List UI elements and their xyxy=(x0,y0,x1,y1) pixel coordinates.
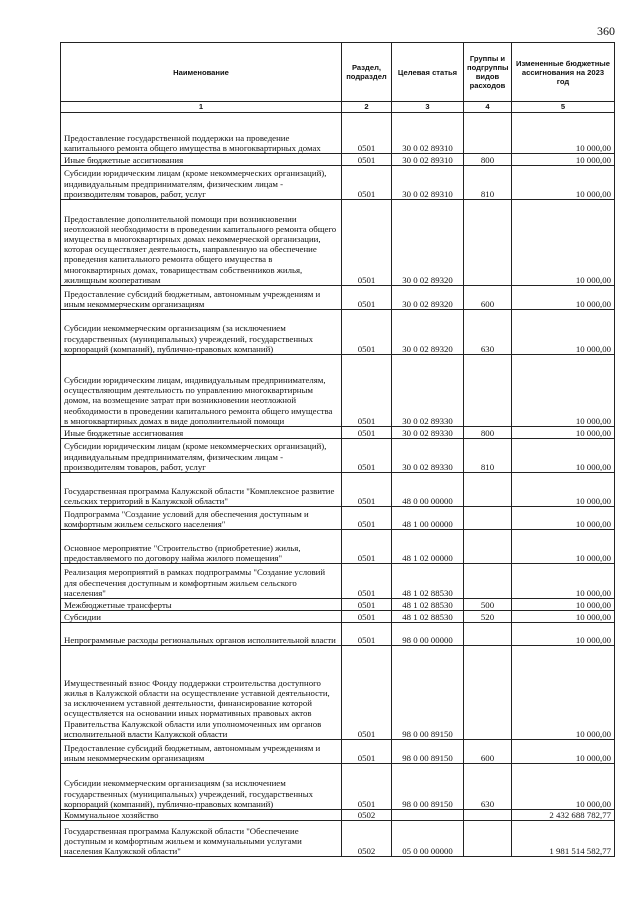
table-row xyxy=(61,355,615,427)
row-target: 30 0 02 89330 xyxy=(392,427,464,439)
row-name: Непрограммные расходы региональных органов исполнительной власти xyxy=(61,623,342,646)
row-name: Иные бюджетные ассигнования xyxy=(61,427,342,439)
row-amount: 10 000,00 xyxy=(512,427,615,439)
row-name: Предоставление государственной поддержки на проведение капитального ремонта общего имущества в многоквартирных домах xyxy=(61,113,342,154)
row-group xyxy=(464,113,512,154)
table-row xyxy=(61,740,615,764)
row-section: 0501 xyxy=(342,427,392,439)
row-section: 0501 xyxy=(342,286,392,310)
row-target: 05 0 00 00000 xyxy=(392,821,464,857)
column-number: 1 xyxy=(61,102,342,113)
row-target xyxy=(392,810,464,821)
row-group xyxy=(464,530,512,564)
header-section: Раздел, подраздел xyxy=(342,43,392,102)
table-row xyxy=(61,507,615,530)
row-group xyxy=(464,623,512,646)
row-name: Предоставление субсидий бюджетным, автономным учреждениям и иным некоммерческим организациям xyxy=(61,740,342,764)
header-name: Наименование xyxy=(61,43,342,102)
row-name: Подпрограмма "Создание условий для обеспечения доступным и комфортным жильем сельского населения" xyxy=(61,507,342,530)
row-name: Предоставление субсидий бюджетным, автономным учреждениям и иным некоммерческим организациям xyxy=(61,286,342,310)
column-number: 3 xyxy=(392,102,464,113)
table-row xyxy=(61,623,615,646)
row-name: Государственная программа Калужской области "Обеспечение доступным и комфортным жильем и коммунальными услугами населения Калужской области" xyxy=(61,821,342,857)
table-row xyxy=(61,200,615,286)
row-amount: 10 000,00 xyxy=(512,310,615,355)
row-target: 98 0 00 89150 xyxy=(392,764,464,810)
row-amount: 10 000,00 xyxy=(512,286,615,310)
table-row xyxy=(61,810,615,821)
row-amount: 10 000,00 xyxy=(512,166,615,200)
row-section: 0501 xyxy=(342,507,392,530)
row-group: 800 xyxy=(464,427,512,439)
table-row xyxy=(61,564,615,599)
row-target: 30 0 02 89320 xyxy=(392,310,464,355)
row-name: Имущественный взнос Фонду поддержки строительства доступного жилья в Калужской области на осуществление уставной деятельности, за исключением уставной деятельности, финансирование которой осуществляется на основании иных нормативных правовых актов Правительства Калужской области или уполномоченных им органов исполнительной власти Калужской области xyxy=(61,646,342,740)
row-section: 0501 xyxy=(342,166,392,200)
row-section: 0501 xyxy=(342,599,392,611)
row-name: Предоставление дополнительной помощи при возникновении неотложной необходимости в проведении капитального ремонта общего имущества в многоквартирных домах некоммерческой организации, которая осуществляет деятельность, направленную на обеспечение проведения капитального ремонта общего имущества в многоквартирных домах, товариществам собственников жилья, жилищным кооперативам xyxy=(61,200,342,286)
row-group: 800 xyxy=(464,154,512,166)
column-number: 2 xyxy=(342,102,392,113)
row-section: 0502 xyxy=(342,821,392,857)
row-group xyxy=(464,507,512,530)
row-group xyxy=(464,646,512,740)
row-section: 0501 xyxy=(342,623,392,646)
row-section: 0501 xyxy=(342,310,392,355)
row-amount: 10 000,00 xyxy=(512,439,615,473)
row-amount: 2 432 688 782,77 xyxy=(512,810,615,821)
row-amount: 10 000,00 xyxy=(512,530,615,564)
table-row xyxy=(61,286,615,310)
row-group xyxy=(464,821,512,857)
row-name: Иные бюджетные ассигнования xyxy=(61,154,342,166)
row-name: Субсидии некоммерческим организациям (за исключением государственных (муниципальных) учреждений, государственных корпораций (компаний), публично-правовых компаний) xyxy=(61,310,342,355)
table-row xyxy=(61,439,615,473)
table-row xyxy=(61,611,615,623)
row-section: 0501 xyxy=(342,611,392,623)
row-target: 48 1 02 88530 xyxy=(392,599,464,611)
row-name: Межбюджетные трансферты xyxy=(61,599,342,611)
row-amount: 10 000,00 xyxy=(512,740,615,764)
row-target: 30 0 02 89320 xyxy=(392,200,464,286)
header-target: Целевая статья xyxy=(392,43,464,102)
table-row xyxy=(61,473,615,507)
row-section: 0501 xyxy=(342,530,392,564)
table-row xyxy=(61,166,615,200)
row-name: Субсидии некоммерческим организациям (за исключением государственных (муниципальных) учреждений, государственных корпораций (компаний), публично-правовых компаний) xyxy=(61,764,342,810)
row-target: 48 1 00 00000 xyxy=(392,507,464,530)
table-row xyxy=(61,310,615,355)
row-amount: 10 000,00 xyxy=(512,646,615,740)
row-target: 48 1 02 88530 xyxy=(392,564,464,599)
row-name: Реализация мероприятий в рамках подпрограммы "Создание условий для обеспечения доступным и комфортным жильем сельского населения" xyxy=(61,564,342,599)
row-section: 0501 xyxy=(342,439,392,473)
row-amount: 10 000,00 xyxy=(512,611,615,623)
column-number: 4 xyxy=(464,102,512,113)
row-group xyxy=(464,564,512,599)
row-amount: 10 000,00 xyxy=(512,200,615,286)
row-group xyxy=(464,473,512,507)
row-name: Субсидии юридическим лицам, индивидуальным предпринимателям, осуществляющим деятельность по управлению многоквартирным домом, на возмещение затрат при возникновении неотложной необходимости в проведении капитального ремонта общего имущества в многоквартирных домах в виде дополнительной помощи xyxy=(61,355,342,427)
row-section: 0501 xyxy=(342,764,392,810)
row-section: 0501 xyxy=(342,154,392,166)
row-group xyxy=(464,200,512,286)
table-row xyxy=(61,821,615,857)
table-row xyxy=(61,764,615,810)
table-row xyxy=(61,427,615,439)
row-name: Основное мероприятие "Строительство (приобретение) жилья, предоставляемого по договору найма жилого помещения" xyxy=(61,530,342,564)
row-amount: 10 000,00 xyxy=(512,564,615,599)
row-group: 600 xyxy=(464,286,512,310)
row-target: 30 0 02 89310 xyxy=(392,166,464,200)
row-amount: 10 000,00 xyxy=(512,473,615,507)
row-group: 500 xyxy=(464,599,512,611)
row-amount: 10 000,00 xyxy=(512,507,615,530)
row-name: Коммунальное хозяйство xyxy=(61,810,342,821)
row-group: 630 xyxy=(464,764,512,810)
table-row xyxy=(61,154,615,166)
row-group: 810 xyxy=(464,439,512,473)
row-name: Субсидии юридическим лицам (кроме некоммерческих организаций), индивидуальным предпринимателям, физическим лицам - производителям товаров, работ, услуг xyxy=(61,166,342,200)
row-section: 0501 xyxy=(342,200,392,286)
row-section: 0501 xyxy=(342,564,392,599)
row-amount: 10 000,00 xyxy=(512,599,615,611)
table-row xyxy=(61,113,615,154)
row-target: 98 0 00 00000 xyxy=(392,623,464,646)
row-amount: 10 000,00 xyxy=(512,154,615,166)
row-amount: 10 000,00 xyxy=(512,355,615,427)
row-group: 520 xyxy=(464,611,512,623)
row-group: 630 xyxy=(464,310,512,355)
row-group xyxy=(464,810,512,821)
row-section: 0501 xyxy=(342,740,392,764)
row-target: 48 1 02 00000 xyxy=(392,530,464,564)
row-target: 48 1 02 88530 xyxy=(392,611,464,623)
table-header-row xyxy=(61,43,615,102)
row-target: 98 0 00 89150 xyxy=(392,740,464,764)
row-target: 48 0 00 00000 xyxy=(392,473,464,507)
row-amount: 10 000,00 xyxy=(512,113,615,154)
row-target: 30 0 02 89330 xyxy=(392,439,464,473)
row-group: 600 xyxy=(464,740,512,764)
row-target: 30 0 02 89330 xyxy=(392,355,464,427)
row-amount: 1 981 514 582,77 xyxy=(512,821,615,857)
table-row xyxy=(61,646,615,740)
row-section: 0501 xyxy=(342,646,392,740)
row-target: 98 0 00 89150 xyxy=(392,646,464,740)
row-name: Государственная программа Калужской области "Комплексное развитие сельских территорий в Калужской области" xyxy=(61,473,342,507)
column-number: 5 xyxy=(512,102,615,113)
row-section: 0501 xyxy=(342,473,392,507)
row-amount: 10 000,00 xyxy=(512,623,615,646)
row-group xyxy=(464,355,512,427)
table-row xyxy=(61,530,615,564)
budget-table xyxy=(60,42,615,857)
row-section: 0501 xyxy=(342,113,392,154)
row-target: 30 0 02 89320 xyxy=(392,286,464,310)
row-amount: 10 000,00 xyxy=(512,764,615,810)
column-number-row xyxy=(61,102,615,113)
header-amount: Измененные бюджетные ассигнования на 2023 год xyxy=(512,43,615,102)
table-row xyxy=(61,599,615,611)
header-groups: Группы и подгруппы видов расходов xyxy=(464,43,512,102)
row-group: 810 xyxy=(464,166,512,200)
row-section: 0502 xyxy=(342,810,392,821)
row-target: 30 0 02 89310 xyxy=(392,154,464,166)
row-target: 30 0 02 89310 xyxy=(392,113,464,154)
row-name: Субсидии юридическим лицам (кроме некоммерческих организаций), индивидуальным предпринимателям, физическим лицам - производителям товаров, работ, услуг xyxy=(61,439,342,473)
row-name: Субсидии xyxy=(61,611,342,623)
page-number: 360 xyxy=(597,24,615,38)
row-section: 0501 xyxy=(342,355,392,427)
